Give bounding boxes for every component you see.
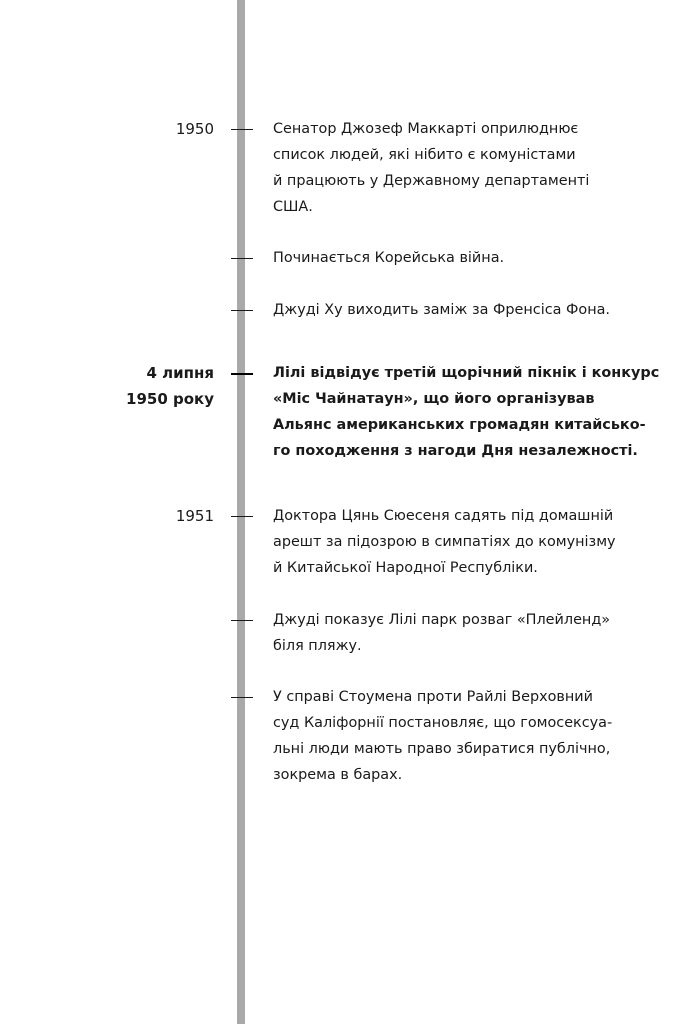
entry-date: 4 липня 1950 року bbox=[126, 364, 214, 408]
entry-text-line: льні люди мають право збиратися публічно, bbox=[273, 741, 611, 757]
entry-text-line: Джуді показує Лілі парк розваг «Плейленд» bbox=[273, 612, 611, 628]
entry-text-line: «Міс Чайнатаун», що його організував bbox=[273, 391, 595, 407]
timeline-tick bbox=[231, 373, 253, 375]
entry-text-line: Альянс американських громадян китайсько- bbox=[273, 417, 646, 433]
entry-text bbox=[273, 684, 613, 788]
entry-text-line: суд Каліфорнії постановляє, що гомосексуа- bbox=[273, 715, 613, 731]
entry-text bbox=[273, 245, 603, 271]
entry-text-line: Джуді Ху виходить заміж за Френсіса Фона. bbox=[273, 302, 610, 318]
timeline-tick bbox=[231, 129, 253, 130]
entry-text bbox=[273, 607, 611, 659]
entry-text-line: Починається Корейська війна. bbox=[273, 250, 505, 266]
timeline-tick bbox=[231, 310, 253, 311]
timeline-tick bbox=[231, 516, 253, 517]
entry-text-line: список людей, які нібито є комуністами bbox=[273, 147, 576, 163]
entry-text-line: арешт за підозрою в симпатіях до комунізму bbox=[273, 534, 616, 550]
entry-date: 1950 bbox=[175, 120, 214, 138]
timeline-tick bbox=[231, 258, 253, 259]
entry-text-line: й працюють у Державному департаменті bbox=[273, 173, 590, 189]
entry-text-line: США. bbox=[273, 199, 313, 215]
entry-text-line: Сенатор Джозеф Маккарті оприлюднює bbox=[273, 121, 579, 137]
entry-text bbox=[273, 116, 603, 220]
entry-text-line: У справі Стоумена проти Райлі Верховний bbox=[273, 689, 593, 705]
entry-text bbox=[273, 360, 660, 464]
timeline-tick bbox=[231, 620, 253, 621]
timeline-bar bbox=[237, 0, 245, 1024]
entry-text-line: й Китайської Народної Республіки. bbox=[273, 560, 538, 576]
entry-date: 1951 bbox=[175, 507, 214, 525]
entry-text-line: Лілі відвідує третій щорічний пікнік і конкурс bbox=[273, 365, 660, 381]
entry-text-line: зокрема в барах. bbox=[273, 767, 403, 783]
entry-text-line: го походження з нагоди Дня незалежності. bbox=[273, 443, 638, 459]
entry-text-line: біля пляжу. bbox=[273, 638, 362, 654]
entry-text bbox=[273, 297, 610, 323]
entry-text bbox=[273, 503, 616, 581]
timeline-tick bbox=[231, 697, 253, 698]
entry-text-line: Доктора Цянь Сюесеня садять під домашній bbox=[273, 508, 614, 524]
